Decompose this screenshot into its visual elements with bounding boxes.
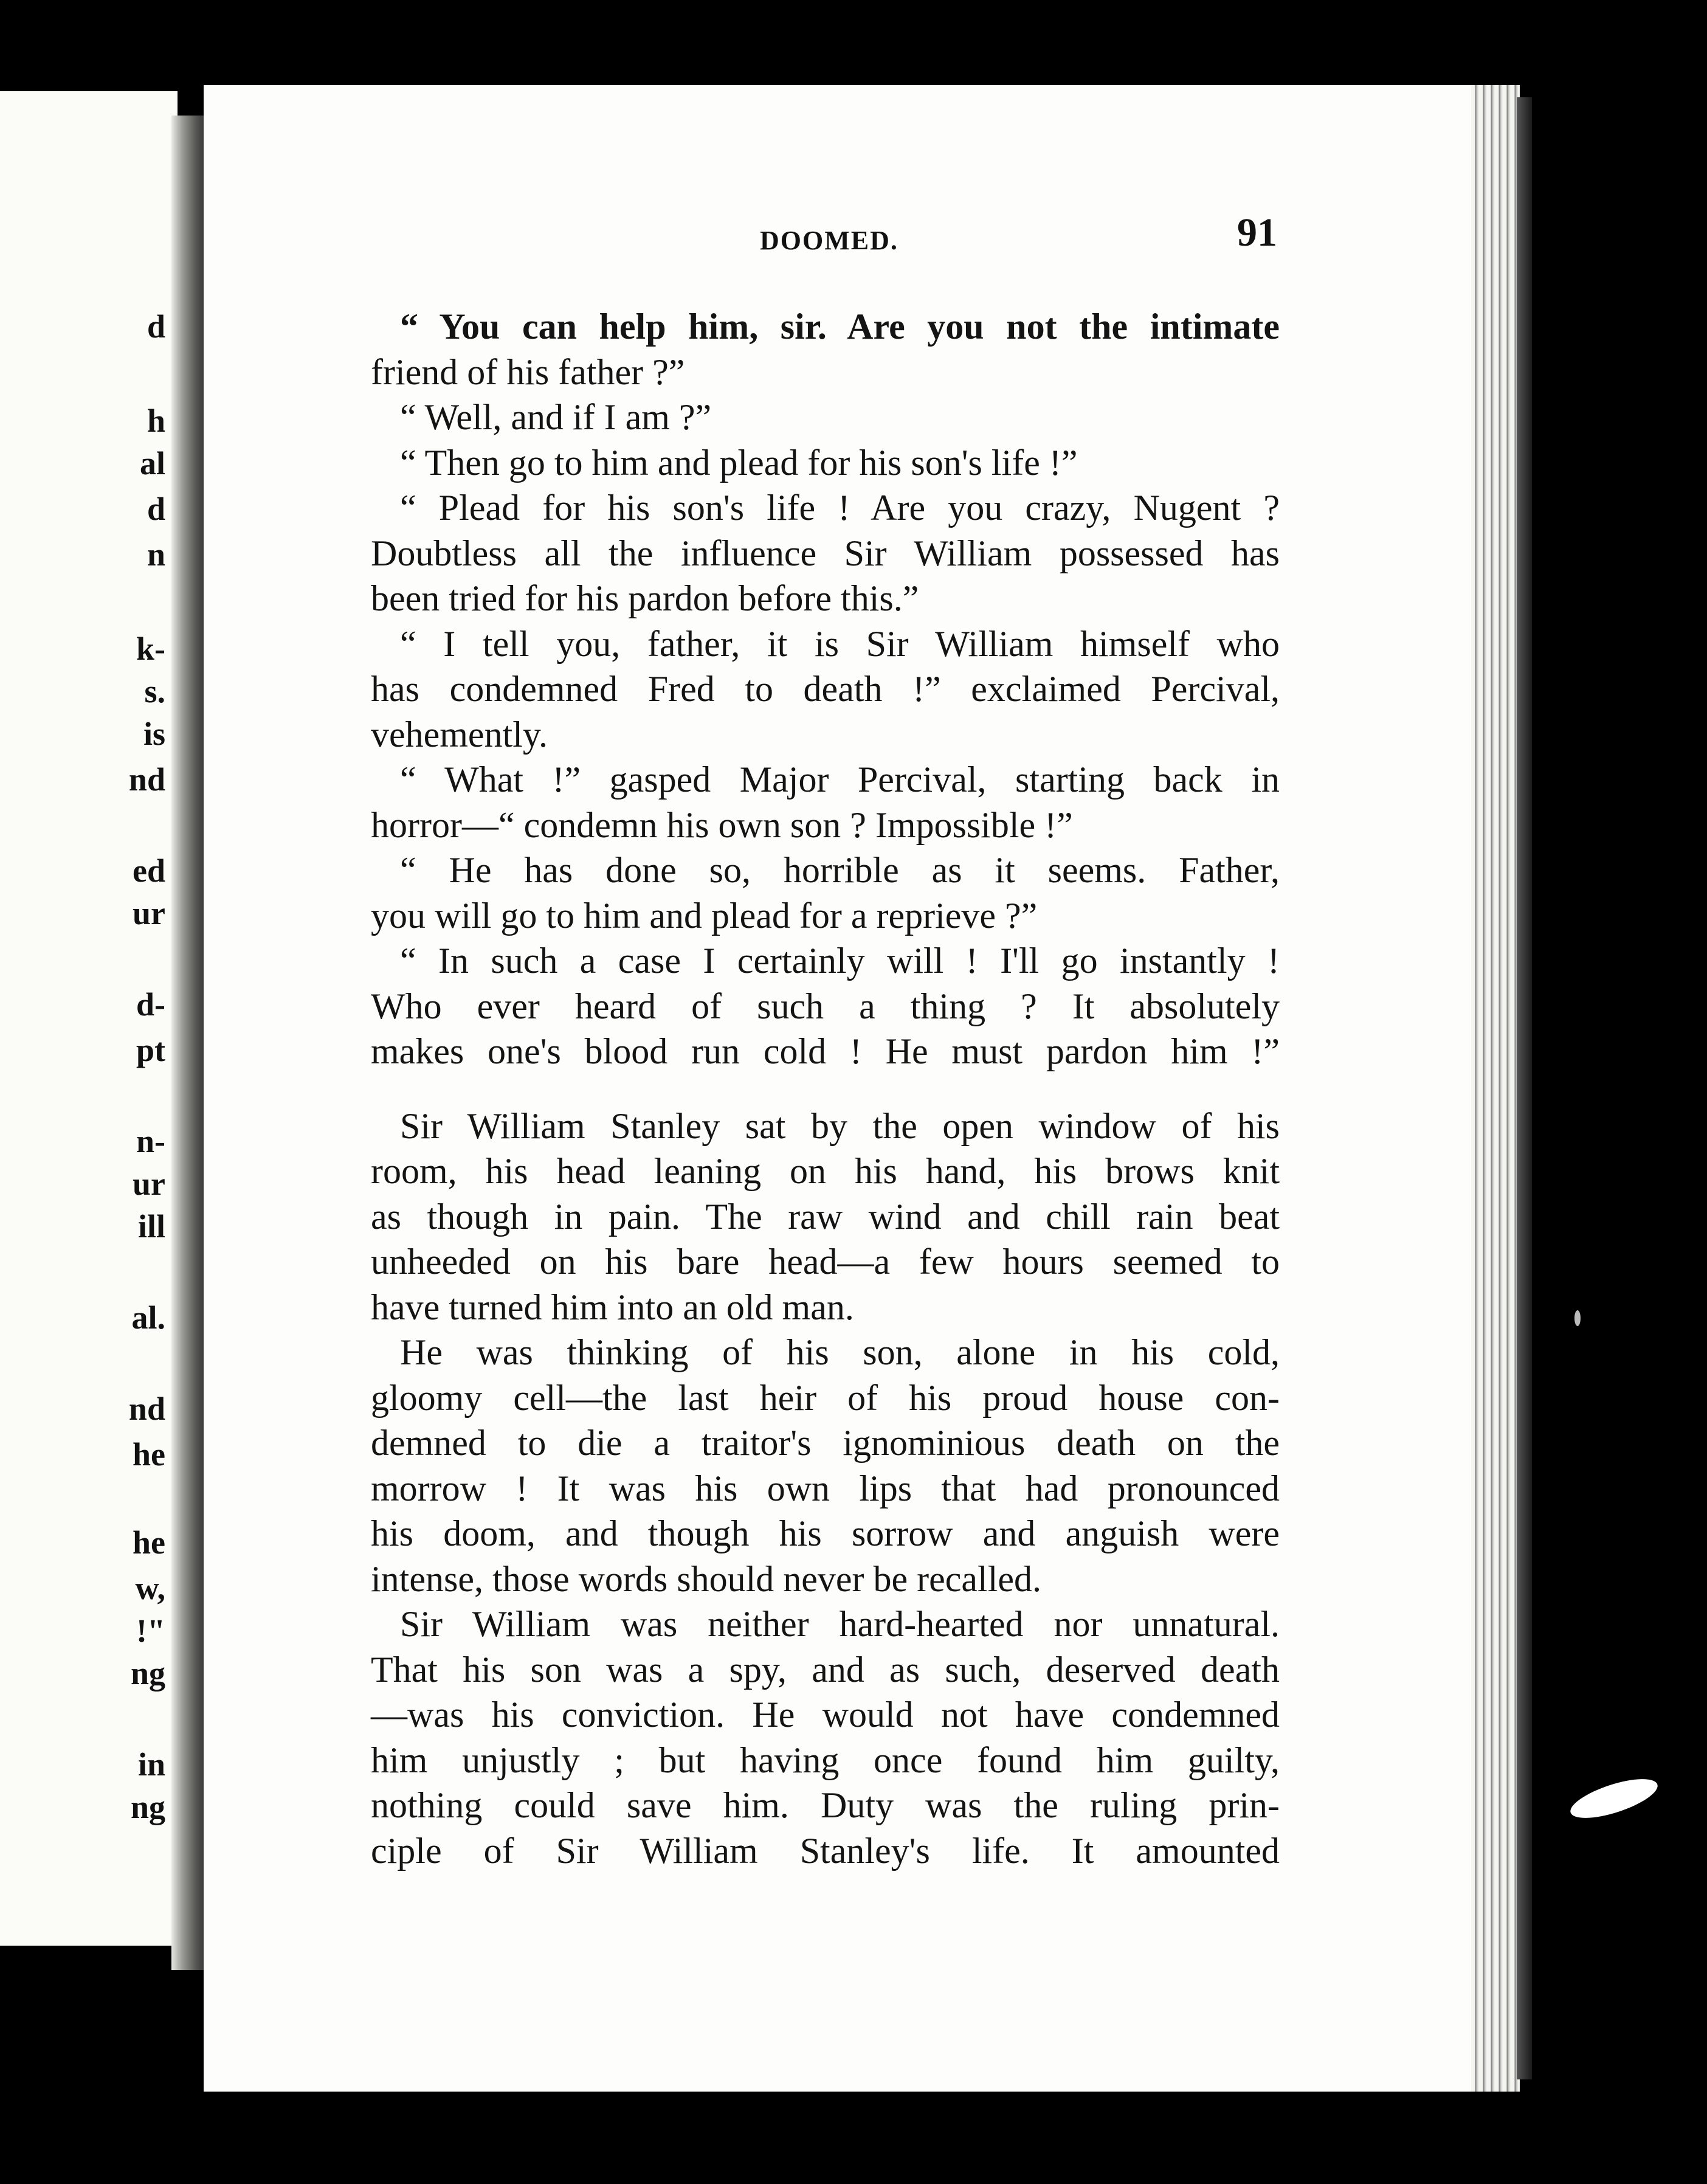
previous-page-text-fragment: nd	[128, 761, 165, 798]
previous-page-text-fragment: in	[137, 1746, 165, 1783]
text-line: horror—“ condemn his own son ? Impossible !”	[371, 804, 1073, 845]
text-line: Who ever heard of such a thing ? It absolutely	[371, 986, 1280, 1026]
text-line: unheeded on his bare head—a few hours seemed to	[371, 1242, 1280, 1282]
previous-page-text-fragment: ng	[130, 1655, 165, 1692]
text-line: have turned him into an old man.	[371, 1287, 854, 1327]
text-line: been tried for his pardon before this.”	[371, 578, 919, 618]
text-line: demned to die a traitor's ignominious death on the	[371, 1423, 1280, 1463]
text-line: morrow ! It was his own lips that had pronounced	[371, 1468, 1280, 1508]
text-line: gloomy cell—the last heir of his proud house con-	[371, 1377, 1280, 1418]
page-stack-edge	[1471, 85, 1520, 2092]
page-number: 91	[1237, 210, 1277, 255]
text-line: “ Then go to him and plead for his son's life !”	[400, 442, 1078, 483]
text-line: makes one's blood run cold ! He must pardon him !”	[371, 1031, 1280, 1071]
text-line: Sir William was neither hard-hearted nor unnatural.	[400, 1604, 1280, 1644]
previous-page-text-fragment: k-	[136, 631, 165, 667]
scan-artifact-speck	[1567, 1771, 1662, 1826]
text-line: “ I tell you, father, it is Sir William himself who	[400, 623, 1280, 664]
text-line: room, his head leaning on his hand, his brows knit	[371, 1151, 1280, 1191]
previous-page-text-fragment: ur	[133, 1166, 165, 1202]
previous-page-text-fragment: n	[147, 536, 165, 573]
previous-page-text-fragment: he	[133, 1436, 165, 1473]
text-line: That his son was a spy, and as such, deserved death	[371, 1649, 1280, 1690]
previous-page-text-fragment: is	[143, 716, 165, 752]
previous-page-text-fragment: d	[147, 308, 165, 345]
body-text	[371, 304, 1280, 1873]
text-line: has condemned Fred to death !” exclaimed Percival,	[371, 669, 1280, 709]
text-line: “ He has done so, horrible as it seems. Father,	[400, 850, 1280, 890]
previous-page-text-fragment: h	[147, 403, 165, 439]
text-line: “ You can help him, sir. Are you not the intimate	[400, 306, 1280, 347]
text-line: “ Well, and if I am ?”	[400, 397, 712, 437]
previous-page-text-fragment: al.	[131, 1299, 165, 1336]
text-line: nothing could save him. Duty was the ruling prin-	[371, 1785, 1280, 1825]
previous-page-text-fragment: !"	[136, 1612, 165, 1649]
previous-page-text-fragment: d	[147, 491, 165, 527]
text-line: —was his conviction. He would not have condemned	[371, 1695, 1280, 1735]
text-line: Doubtless all the influence Sir William possessed has	[371, 533, 1280, 573]
book-gutter-shadow	[171, 116, 208, 1970]
previous-page-text-fragment: ur	[133, 895, 165, 931]
text-line: “ In such a case I certainly will ! I'll go instantly !	[400, 941, 1280, 981]
scan-artifact-speck	[1574, 1310, 1581, 1326]
text-line: as though in pain. The raw wind and chill rain beat	[371, 1196, 1280, 1237]
text-line: his doom, and though his sorrow and anguish were	[371, 1513, 1280, 1553]
text-line: him unjustly ; but having once found him guilty,	[371, 1740, 1280, 1780]
previous-page-text-fragment: ng	[130, 1789, 165, 1825]
text-line: you will go to him and plead for a reprieve ?”	[371, 895, 1038, 936]
text-line: intense, those words should never be recalled.	[371, 1558, 1041, 1599]
running-head: DOOMED.	[760, 226, 898, 255]
text-line: Sir William Stanley sat by the open window of his	[400, 1105, 1280, 1146]
text-line: He was thinking of his son, alone in his cold,	[400, 1332, 1280, 1372]
book-page	[204, 85, 1489, 2092]
text-line: ciple of Sir William Stanley's life. It amounted	[371, 1830, 1280, 1871]
previous-page-text-fragment: w,	[135, 1570, 165, 1606]
previous-page-text-fragment: al	[139, 445, 165, 482]
book-cover-edge	[1517, 97, 1532, 2079]
previous-page-text-fragment: ill	[137, 1208, 165, 1245]
previous-page-text-fragment: he	[133, 1524, 165, 1561]
previous-page-text-fragment: n-	[136, 1123, 165, 1159]
previous-page-text-fragment: nd	[128, 1391, 165, 1427]
text-line: “ What !” gasped Major Percival, starting back in	[400, 759, 1280, 800]
text-line: vehemently.	[371, 714, 548, 755]
text-line: friend of his father ?”	[371, 351, 685, 392]
previous-page-text-fragment: ed	[133, 852, 165, 889]
previous-page-edge	[0, 91, 178, 1946]
previous-page-text-fragment: s.	[144, 673, 165, 710]
previous-page-text-fragment: pt	[136, 1032, 165, 1068]
section-break	[371, 1074, 1280, 1104]
text-line: “ Plead for his son's life ! Are you crazy, Nugent ?	[400, 488, 1280, 528]
previous-page-text-fragment: d-	[136, 986, 165, 1023]
